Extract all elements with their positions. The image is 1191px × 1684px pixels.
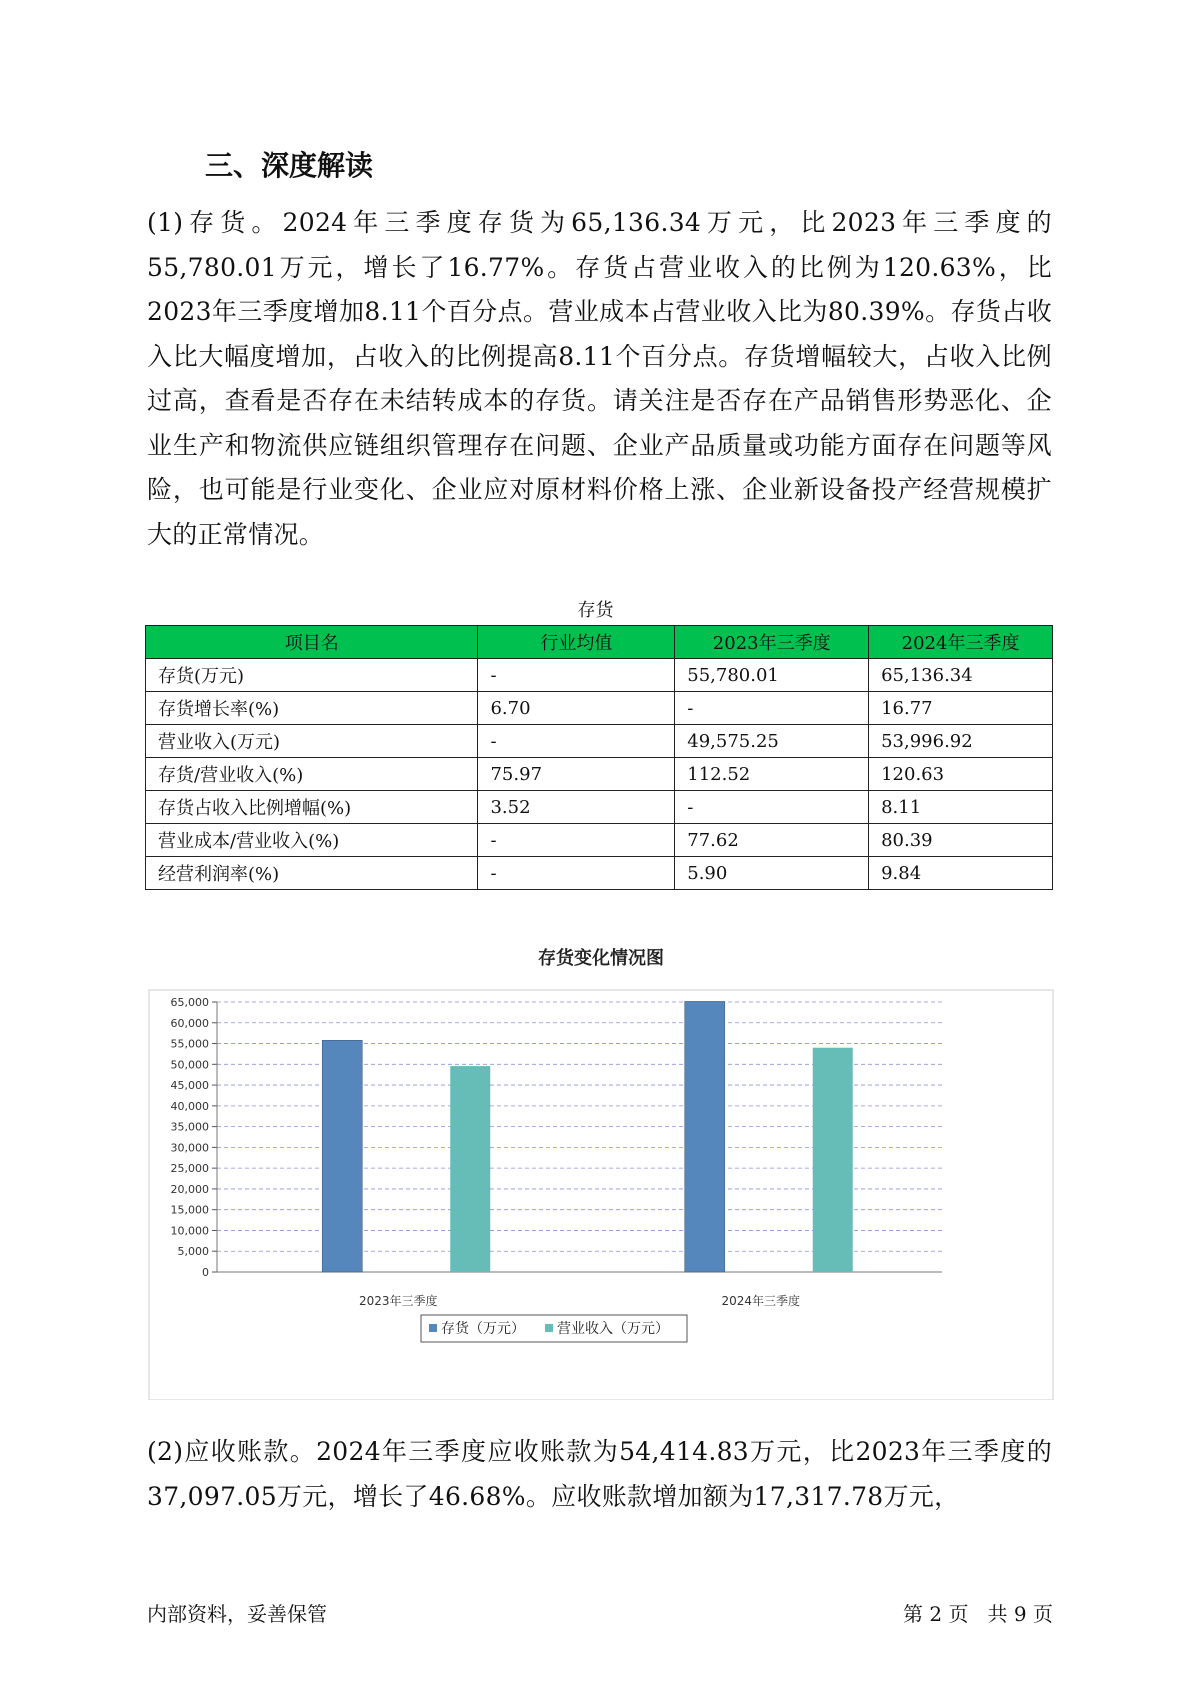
paragraph-inventory: (1)存货。2024年三季度存货为65,136.34万元，比2023年三季度的55,780.01万元，增长了16.77%。存货占营业收入的比例为120.63%，比2023年三季度增加8.11个百分点。营业成本占营业收入比为80.39%。存货占收入比大幅度增加，占收入的比例提高8.11个百分点。存货增幅较大，占收入比例过高，查看是否存在未结转成本的存货。请关注是否存在产品销售形势恶化、企业生产和物流供应链组织管理存在问题、企业产品质量或功能方面存在问题等风险，也可能是行业变化、企业应对原材料价格上涨、企业新设备投产经营规模扩大的正常情况。 [147,208,1052,549]
y-tick-label: 50,000 [170,1058,209,1072]
table-cell: - [675,791,869,824]
y-tick-label: 25,000 [170,1162,209,1176]
section-heading: 三、深度解读 [205,149,374,182]
table-cell: 5.90 [675,857,869,890]
legend-swatch [429,1324,437,1332]
bar [685,1001,725,1272]
table-cell: 9.84 [869,857,1053,890]
inventory-chart [147,940,1055,1400]
table-header-cell: 2023年三季度 [675,626,869,659]
table-cell: 8.11 [869,791,1053,824]
table-row [146,857,1053,890]
paragraph-receivables: (2)应收账款。2024年三季度应收账款为54,414.83万元，比2023年三季度的37,097.05万元，增长了46.68%。应收账款增加额为17,317.78万元， [147,1437,1052,1511]
y-tick-label: 65,000 [170,996,209,1009]
table-cell: 75.97 [478,758,675,791]
table-cell: 16.77 [869,692,1053,725]
table-header-cell: 2024年三季度 [869,626,1053,659]
legend-label: 存货（万元） [441,1321,525,1337]
table-caption: 存货 [577,600,614,621]
x-tick-label: 2023年三季度 [358,1294,438,1308]
table-cell: 120.63 [869,758,1053,791]
y-tick-label: 60,000 [170,1016,209,1030]
bar [450,1066,490,1272]
table-cell: 6.70 [478,692,675,725]
table-cell: - [478,659,675,692]
y-tick-label: 20,000 [170,1182,209,1196]
bar [813,1048,853,1272]
table-cell: 存货增长率(%) [146,692,478,725]
x-axis-labels [359,1293,800,1308]
table-cell: 存货占收入比例增幅(%) [146,791,478,824]
chart-title: 存货变化情况图 [538,948,664,969]
table-cell: 3.52 [478,791,675,824]
legend-label: 营业收入（万元） [557,1321,669,1337]
table-cell: 112.52 [675,758,869,791]
table-cell: 经营利润率(%) [146,857,478,890]
y-tick-label: 55,000 [170,1037,209,1051]
table-header-cell: 项目名 [146,626,478,659]
table-cell: 80.39 [869,824,1053,857]
table-cell: 营业收入(万元) [146,725,478,758]
bar [322,1040,362,1272]
table-row [146,791,1053,824]
footer-page-number: 第 2 页 共 9 页 [903,1602,1053,1626]
table-cell: 53,996.92 [869,725,1053,758]
y-tick-label: 0 [202,1266,209,1279]
table-header-cell: 行业均值 [478,626,675,659]
footer-confidential: 内部资料，妥善保管 [147,1602,327,1626]
table-row [146,692,1053,725]
y-tick-label: 45,000 [170,1079,209,1093]
table-row [146,659,1053,692]
legend-swatch [545,1324,553,1332]
chart-svg [147,940,1055,1400]
inventory-table [145,625,1053,890]
chart-legend [421,1315,687,1342]
table-cell: 65,136.34 [869,659,1053,692]
y-tick-label: 15,000 [170,1203,209,1217]
y-tick-label: 10,000 [170,1224,209,1238]
table-cell: - [478,725,675,758]
table-cell: 49,575.25 [675,725,869,758]
table-header-row [146,626,1053,659]
x-tick-label: 2024年三季度 [721,1294,801,1308]
table-cell: 77.62 [675,824,869,857]
table-row [146,758,1053,791]
table-cell: - [675,692,869,725]
y-tick-label: 30,000 [170,1141,209,1155]
chart-bars [322,1001,853,1272]
table-row [146,725,1053,758]
table-row [146,824,1053,857]
table-cell: 营业成本/营业收入(%) [146,824,478,857]
y-tick-label: 5,000 [177,1245,209,1259]
table-cell: - [478,857,675,890]
table-cell: 存货(万元) [146,659,478,692]
table-cell: 存货/营业收入(%) [146,758,478,791]
table-cell: - [478,824,675,857]
y-tick-label: 35,000 [170,1120,209,1134]
y-tick-label: 40,000 [170,1099,209,1113]
table-cell: 55,780.01 [675,659,869,692]
